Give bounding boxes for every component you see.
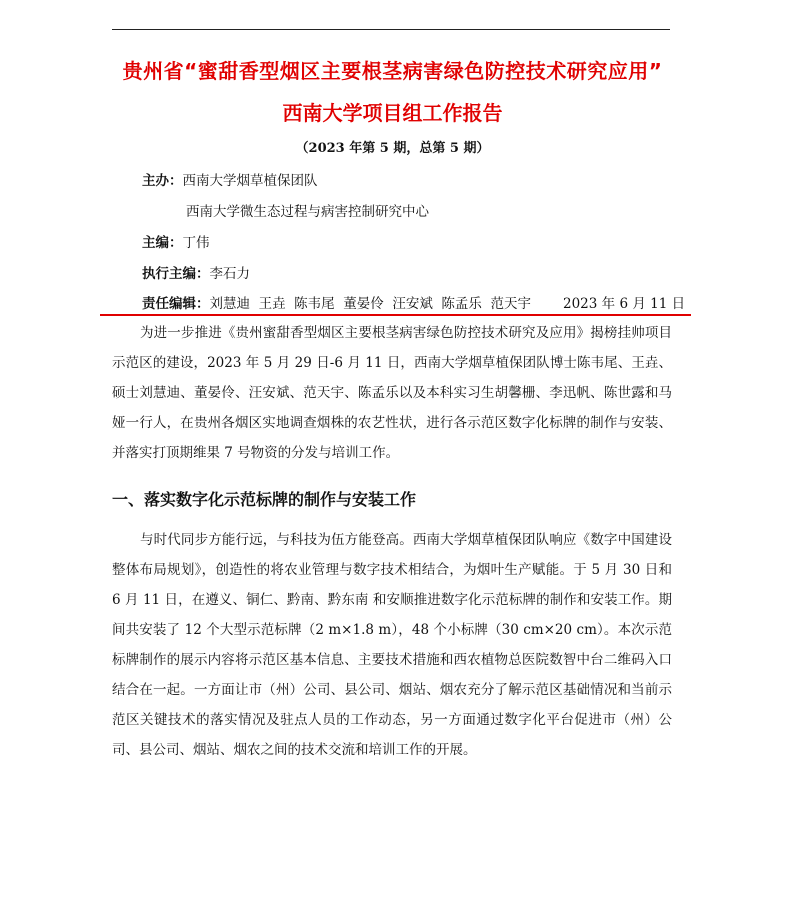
host-value-1: 西南大学烟草植保团队 xyxy=(182,173,318,189)
host-label: 主办： xyxy=(142,173,183,189)
host-line xyxy=(142,169,318,189)
editor-value: 丁伟 xyxy=(182,235,210,251)
report-date: 2023 年 6 月 11 日 xyxy=(563,296,686,312)
exec-editor-value: 李石力 xyxy=(209,266,250,282)
red-divider xyxy=(100,314,691,316)
host-value-2: 西南大学微生态过程与病害控制研究中心 xyxy=(186,204,429,220)
editor-label: 主编： xyxy=(142,235,183,251)
issue-number: （2023 年第 5 期，总第 5 期） xyxy=(295,141,490,156)
editor-line xyxy=(142,231,210,251)
intro-paragraph: 为进一步推进《贵州蜜甜香型烟区主要根茎病害绿色防控技术研究及应用》揭榜挂帅项目示范区的建设，2023 年 5 月 29 日-6 月 11 日，西南大学烟草植保团队博士陈韦尾、王垚、硕士刘慧迪、董晏伶、汪安斌、范天宇、陈孟乐以及本科实习生胡馨栅、李迅帆、陈世露和马娅一行人，在贵州各烟区实地调查烟株的农艺性状，进行各示范区数字化标牌的制作与安装、并落实打顶期维果 7 号物资的分发与培训工作。 xyxy=(112,325,672,461)
report-title-line1: 贵州省“蜜甜香型烟区主要根茎病害绿色防控技术研究应用” xyxy=(122,59,663,83)
report-title-line2: 西南大学项目组工作报告 xyxy=(282,101,503,125)
section1-heading: 一、落实数字化示范标牌的制作与安装工作 xyxy=(112,490,417,509)
resp-editor-label: 责任编辑： xyxy=(142,296,210,312)
resp-editor-line xyxy=(142,292,531,312)
section1-paragraph: 与时代同步方能行远，与科技为伍方能登高。西南大学烟草植保团队响应《数字中国建设整体布局规划》，创造性的将农业管理与数字技术相结合，为烟叶生产赋能。于 5 月 30 日和 6 月 11 日，在遵义、铜仁、黔南、黔东南 和安顺推进数字化示范标牌的制作和安装工作。期间共安装了 12 个大型示范标牌（2 m×1.8 m），48 个小标牌（30 cm×20 cm）。本次示范标牌制作的展示内容将示范区基本信息、主要技术措施和西农植物总医院数智中台二维码入口结合在一起。一方面让市（州）公司、县公司、烟站、烟农充分了解示范区基础情况和当前示范区关键技术的落实情况及驻点人员的工作动态，另一方面通过数字化平台促进市（州）公司、县公司、烟站、烟农之间的技术交流和培训工作的开展。 xyxy=(112,532,672,758)
exec-editor-label: 执行主编： xyxy=(142,266,210,282)
host-line-2 xyxy=(186,200,429,220)
resp-editor-value: 刘慧迪 王垚 陈韦尾 董晏伶 汪安斌 陈孟乐 范天宇 xyxy=(209,296,531,312)
exec-editor-line xyxy=(142,262,250,282)
top-rule xyxy=(112,29,670,30)
